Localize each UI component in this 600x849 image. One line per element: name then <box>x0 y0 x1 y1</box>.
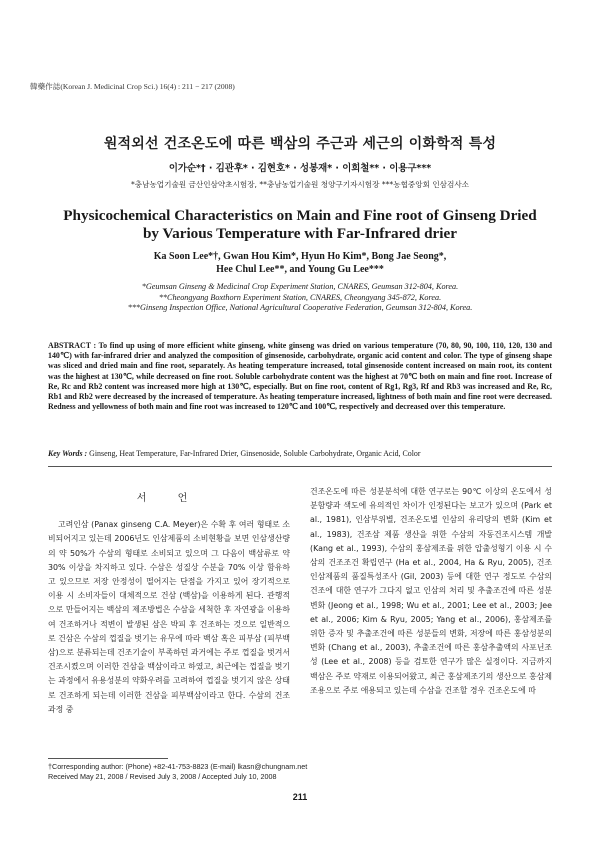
english-title-line-1: Physicochemical Characteristics on Main and Fine root of Ginseng Dried <box>63 207 537 224</box>
page-number: 211 <box>292 792 308 802</box>
body-column-left <box>48 492 290 717</box>
english-authors-line-2: Hee Chul Lee**, and Young Gu Lee*** <box>216 264 384 275</box>
affiliation-line-1: *Geumsan Ginseng & Medicinal Crop Experiment Station, CNARES, Geumsan 312-804, Korea. <box>141 282 459 291</box>
korean-title: 원적외선 건조온도에 따른 백삼의 주근과 세근의 이화학적 특성 <box>103 136 497 152</box>
korean-authors: 이가순*† · 김관후* · 김현호* · 성봉재* · 이희철** · 이용구*** <box>168 163 432 174</box>
english-authors <box>0 250 600 276</box>
affiliation-line-2: **Cheongyang Boxthorn Experiment Station, CNARES, Cheongyang 345-872, Korea. <box>158 292 442 302</box>
body-column-right <box>310 485 552 698</box>
english-title-line-2: by Various Temperature with Far-Infrared drier <box>142 225 457 242</box>
footnote-divider <box>48 758 168 759</box>
english-title <box>40 207 560 243</box>
keywords-text: Ginseng, Heat Temperature, Far-Infrared Drier, Ginsenoside, Soluble Carbohydrate, Organic Acid, Color <box>89 449 421 458</box>
journal-citation: 韓藥作誌(Korean J. Medicinal Crop Sci.) 16(4) : 211 − 217 (2008) <box>30 82 235 91</box>
keywords-label: Key Words : <box>48 449 88 458</box>
introduction-paragraph-continued: 건조온도에 따른 성분분석에 대한 연구로는 90℃ 이상의 온도에서 성분함량과 색도에 유의적인 차이가 인정된다는 보고가 있으며 (Park et al., 1981), 인삼부위별, 건조온도별 인삼의 유리당의 변화 (Kim et al., 1983), 건조삼 제품 생산을 위한 수삼의 자동건조시스템 개발 (Kang et al., 1993), 수삼의 홍삼제조를 위한 압출성형기 이용 시 수삼의 건조조건 확립연구 (Ha et al., 2004, Ha & Ryu, 2005), 건조인삼제품의 품질특성조사 (Gil, 2003) 등에 대한 연구 정도로 수삼의 건조에 대한 연구가 그다지 없고 인삼의 처리 및 추출조건에 따른 성분변화 (Jeong et al., 1998; Wu et al., 2001; Lee et al., 2003; Jee et al., 2006; Kim & Ryu, 2005; Yang et al., 2006), 홍삼제조를 위한 증자 및 추출조건에 따른 성분들의 변화, 저장에 따른 홍삼성분의 변화 (Chang et al., 2003), 추출조건에 따른 홍삼추출액의 사포닌조성 (Lee et al., 2008) 등을 검토한 연구가 많은 실정이다. 지금까지 백삼은 주로 약재로 이용되어왔고, 최근 홍삼제조기의 생산으로 홍삼제조용으로 주로 애용되고 있는데 수삼을 건조할 경우 건조온도에 따 <box>310 487 552 695</box>
abstract-text: To find up using of more efficient white ginseng, white ginseng was dried on various temperature (70, 80, 90, 100, 110, 120, 130 and 140℃) with far-infrared drier and analyzed the composition of ginsenoside, carbohydrate, organic acid content and color. The type of ginseng shape was sliced and dried main and fine root, separately. As heating temperature increased, total ginsenoside content increased on main root, its content was the highest at 130℃, while decreased on fine root. Soluble carbohydrate content was the highest at 70℃ both on main and fine root. Increase of Re, Rc and Rb2 content was increased more high at 130℃, especially. But on fine root, content of Rg1, Rg3, Rf and Rb3 was increased and Re, Rc, Rb1 and Rb2 were decreased by the increased of temperature. As heating temperature increased, lightness of both main and fine root were decreased. Redness and yellowness of both main and fine root was increased to 120℃ and 100℃, respectively and decreased over this temperature. <box>48 341 552 412</box>
affiliation-line-3: ***Ginseng Inspection Office, National Agricultural Cooperative Federation, Geumsan 312-804, Korea. <box>127 303 473 312</box>
abstract-label: ABSTRACT : <box>48 341 97 350</box>
corresponding-author-footnote: †Corresponding author: (Phone) +82-41-753-8823 (E-mail) lkasn@chungnam.net <box>48 762 308 771</box>
abstract <box>48 341 552 412</box>
footnotes <box>48 762 307 781</box>
divider <box>48 466 552 467</box>
section-heading-introduction: 서 언 <box>136 493 202 504</box>
korean-affiliations: *충남농업기술원 금산인삼약초시험장, **충남농업기술원 청양구기자시험장 ***농협중앙회 인삼검사소 <box>130 180 470 189</box>
english-affiliations <box>20 282 580 314</box>
english-authors-line-1: Ka Soon Lee*†, Gwan Hou Kim*, Hyun Ho Kim*, Bong Jae Seong*, <box>153 251 447 262</box>
introduction-paragraph: 고려인삼 (Panax ginseng C.A. Meyer)은 수확 후 여러 형태로 소비되어지고 있는데 2006년도 인삼제품의 소비현황을 보면 인삼생산량의 약 50%가 수삼의 형태로 소비되고 있으며 그 다음이 백삼류로 약 30% 이상을 차지하고 있다. 수삼은 성질상 수분을 70% 이상 함유하고 있으므로 저장 안정성이 떨어지는 단점을 가지고 있어 장기적으로 이용 시 소비자들이 대체적으로 건삼 (백삼)을 이용하게 된다. 관행적으로 만들어지는 백삼의 제조방법은 수삼을 세척한 후 자연광을 이용하여 건조하거나 적변이 발생된 삼은 박피 후 건조하는 것으로 일반적으로 건삼은 수삼의 껍질을 벗기는 유무에 따라 백삼 혹은 피부삼 (피부백삼)으로 분류되는데 건조기술이 부족하던 과거에는 주로 껍질을 벗겨서 건조시켰으며 이러한 건삼을 백삼이라고 하였고, 최근에는 껍질을 벗기는 과정에서 유용성분의 약화우려를 고려하여 껍질을 벗기지 않은 상태로 건조하게 되는데 이러한 건삼을 피부백삼이라고 한다. 수삼의 건조과정 중 <box>48 520 290 714</box>
keywords <box>48 449 552 458</box>
received-dates-footnote: Received May 21, 2008 / Revised July 3, 2008 / Accepted July 10, 2008 <box>48 771 277 781</box>
